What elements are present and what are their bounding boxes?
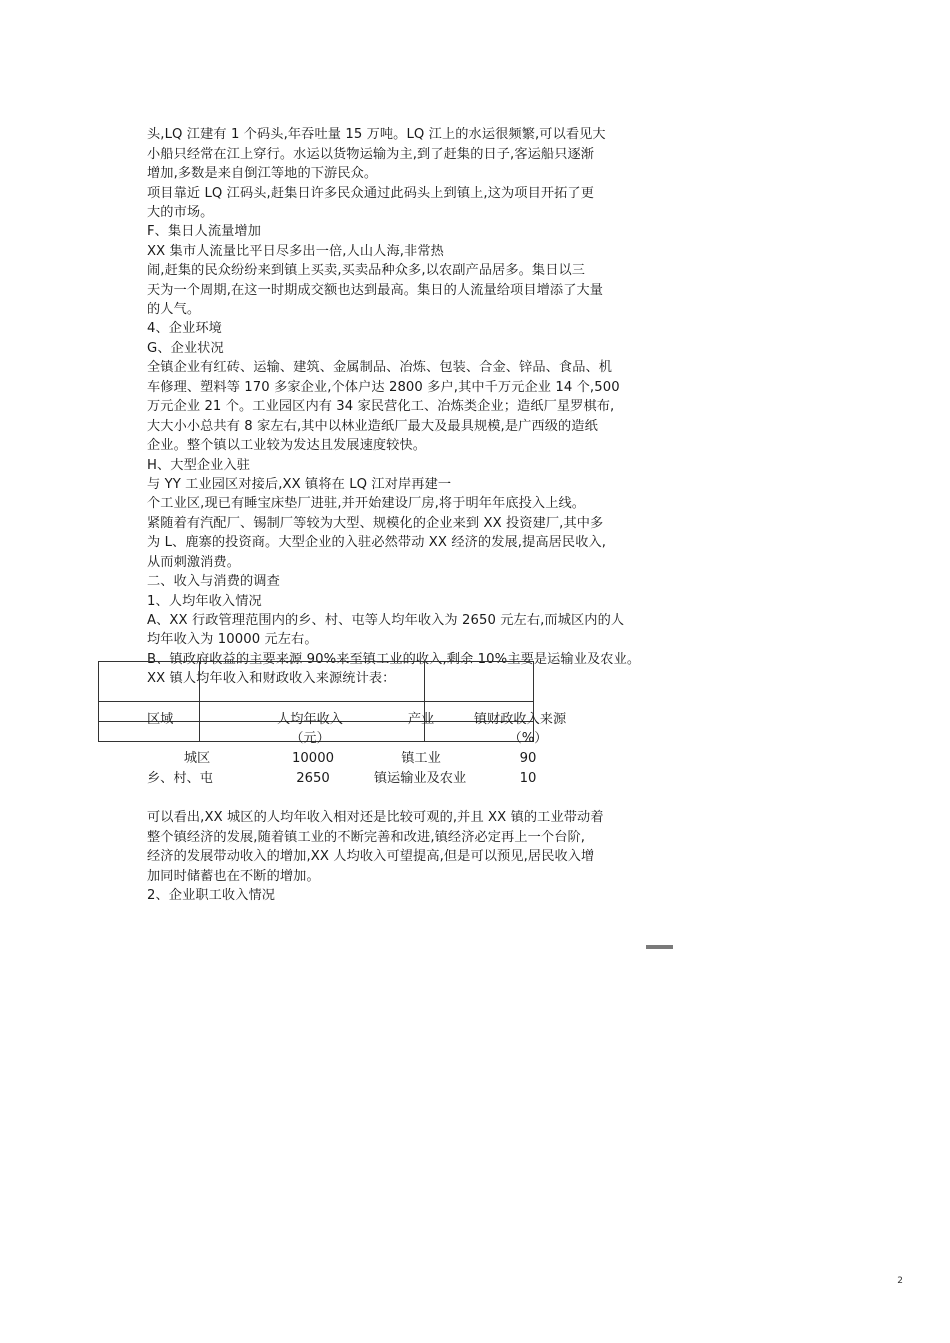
table-header: 区域 bbox=[147, 712, 174, 727]
text-line: 加同时储蓄也在不断的增加。 bbox=[147, 869, 320, 884]
text-line: 可以看出,XX 城区的人均年收入相对还是比较可观的,并且 XX 镇的工业带动着 bbox=[147, 810, 604, 825]
text-line: B、镇政府收益的主要来源 90%来至镇工业的收入,剩余 10%主要是运输业及农业。 bbox=[147, 652, 641, 667]
text-line: 增加,多数是来自倒江等地的下游民众。 bbox=[147, 166, 378, 181]
text-line: 全镇企业有红砖、运输、建筑、金属制品、冶炼、包装、合金、锌品、食品、机 bbox=[147, 360, 613, 375]
text-line: 车修理、塑料等 170 多家企业,个体户达 2800 多户,其中千万元企业 14 个,500 bbox=[147, 380, 620, 395]
text-line: 的人气。 bbox=[147, 302, 201, 317]
table-cell: 10 bbox=[519, 771, 537, 786]
section-heading: 二、收入与消费的调查 bbox=[147, 574, 280, 589]
page-number: 2 bbox=[897, 1276, 903, 1286]
text-line: 均年收入为 10000 元左右。 bbox=[147, 632, 318, 647]
table-unit: （元） bbox=[290, 731, 330, 746]
text-line: 与 YY 工业园区对接后,XX 镇将在 LQ 江对岸再建一 bbox=[147, 477, 452, 492]
text-line: 项目靠近 LQ 江码头,赶集日许多民众通过此码头上到镇上,这为项目开拓了更 bbox=[147, 186, 595, 201]
section-heading: H、大型企业入驻 bbox=[147, 458, 251, 473]
table-cell: 城区 bbox=[183, 751, 211, 766]
text-line: 紧随着有汽配厂、锡制厂等较为大型、规模化的企业来到 XX 投资建厂,其中多 bbox=[147, 516, 604, 531]
section-heading: 2、企业职工收入情况 bbox=[147, 888, 276, 903]
table-cell: 镇运输业及农业 bbox=[373, 771, 467, 786]
text-line: 从而刺激消费。 bbox=[147, 555, 241, 570]
text-line: 经济的发展带动收入的增加,XX 人均收入可望提高,但是可以预见,居民收入增 bbox=[147, 849, 595, 864]
text-line: 大的市场。 bbox=[147, 205, 214, 220]
table-caption: XX 镇人均年收入和财政收入来源统计表： bbox=[147, 671, 396, 686]
text-line: 大大小小总共有 8 家左右,其中以林业造纸厂最大及最具规模,是广西级的造纸 bbox=[147, 419, 598, 434]
table-rule bbox=[199, 661, 200, 742]
table-header: 镇财政收入来源 bbox=[473, 712, 567, 727]
section-heading: 1、人均年收入情况 bbox=[147, 594, 262, 609]
text-line: XX 集市人流量比平日尽多出一倍,人山人海,非常热 bbox=[147, 244, 444, 259]
section-heading: 4、企业环境 bbox=[147, 321, 222, 336]
text-line: 个工业区,现已有睡宝床垫厂进驻,并开始建设厂房,将于明年年底投入上线。 bbox=[147, 496, 586, 511]
table-cell: 乡、村、屯 bbox=[147, 771, 213, 786]
table-unit: （%） bbox=[508, 731, 548, 746]
text-line: 头,LQ 江建有 1 个码头,年吞吐量 15 万吨。LQ 江上的水运很频繁,可以看见大 bbox=[147, 127, 606, 142]
table-cell: 镇工业 bbox=[401, 751, 441, 766]
page-mark bbox=[646, 945, 673, 949]
text-line: 天为一个周期,在这一时期成交额也达到最高。集日的人流量给项目增添了大量 bbox=[147, 283, 604, 298]
text-line: A、XX 行政管理范围内的乡、村、屯等人均年收入为 2650 元左右,而城区内的人 bbox=[147, 613, 625, 628]
section-heading: G、企业状况 bbox=[147, 341, 224, 356]
text-line: 闹,赶集的民众纷纷来到镇上买卖,买卖品种众多,以农副产品居多。集日以三 bbox=[147, 263, 586, 278]
section-heading: F、集日人流量增加 bbox=[147, 224, 261, 239]
table-header: 产业 bbox=[407, 712, 435, 727]
text-line: 万元企业 21 个。工业园区内有 34 家民营化工、冶炼类企业；造纸厂星罗棋布, bbox=[147, 399, 615, 414]
table-cell: 90 bbox=[519, 751, 537, 766]
table-cell: 2650 bbox=[296, 771, 330, 786]
text-line: 小船只经常在江上穿行。水运以货物运输为主,到了赶集的日子,客运船只逐渐 bbox=[147, 147, 595, 162]
text-line: 企业。整个镇以工业较为发达且发展速度较快。 bbox=[147, 438, 427, 453]
table-header: 人均年收入 bbox=[277, 712, 343, 727]
text-line: 为 L、鹿寨的投资商。大型企业的入驻必然带动 XX 经济的发展,提高居民收入, bbox=[147, 535, 607, 550]
text-line: 整个镇经济的发展,随着镇工业的不断完善和改进,镇经济必定再上一个台阶, bbox=[147, 830, 586, 845]
table-cell: 10000 bbox=[292, 751, 334, 766]
table-rule bbox=[424, 661, 425, 742]
table-rule bbox=[98, 701, 534, 702]
